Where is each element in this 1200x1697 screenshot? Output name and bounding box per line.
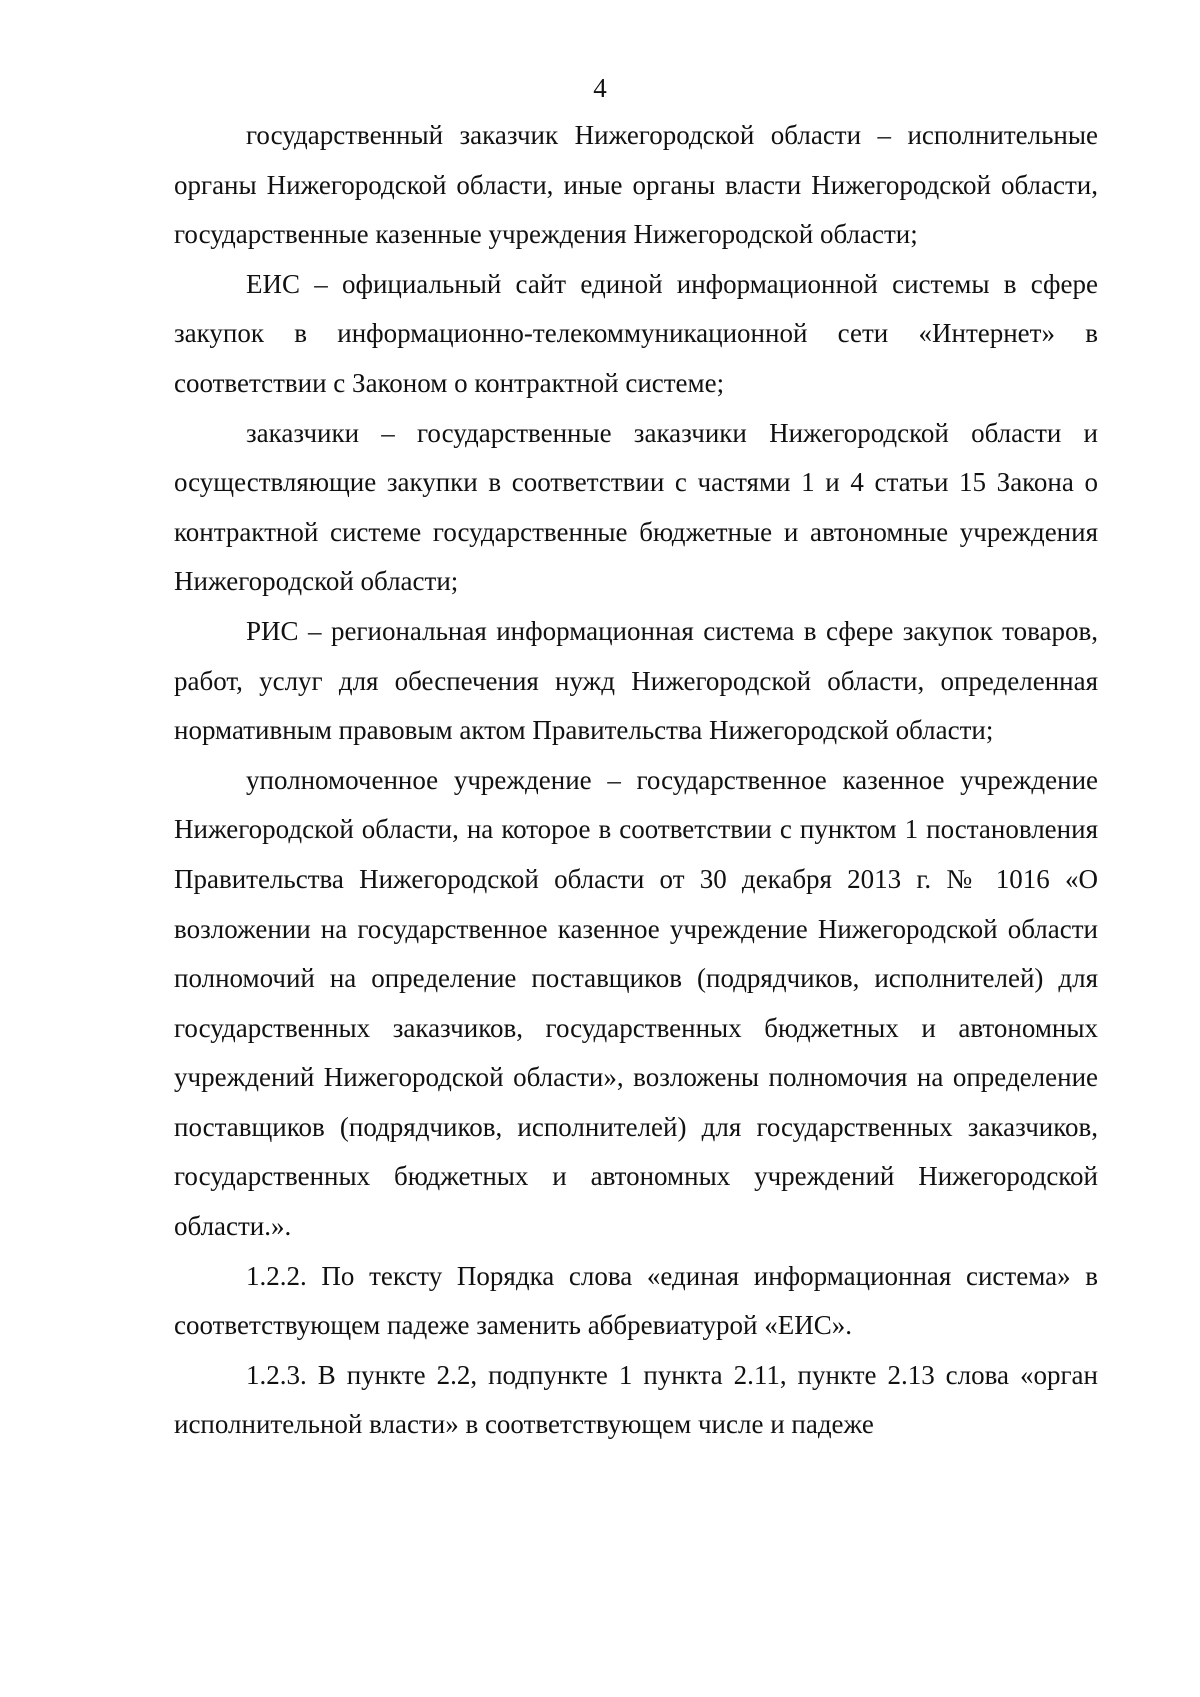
paragraph-eis-definition: ЕИС – официальный сайт единой информационной системы в сфере закупок в информационно-телекоммуникационной сети «Интернет» в соответствии с Законом о контрактной системе; xyxy=(174,268,1098,398)
paragraph-customers-definition: заказчики – государственные заказчики Нижегородской области и осуществляющие закупки в соответствии с частями 1 и 4 статьи 15 Закона о контрактной системе государственные бюджетные и автономные учреждения Нижегородской области; xyxy=(174,417,1098,597)
paragraph-ris-definition: РИС – региональная информационная система в сфере закупок товаров, работ, услуг для обеспечения нужд Нижегородской области, определенная нормативным правовым актом Правительства Нижегородской области; xyxy=(174,615,1098,746)
paragraph-state-customer-definition: государственный заказчик Нижегородской области – исполнительные органы Нижегородской области, иные органы власти Нижегородской области, государственные казенные учреждения Нижегородской области; xyxy=(174,120,1098,250)
paragraph-clause-1-2-2: 1.2.2. По тексту Порядка слова «единая информационная система» в соответствующем падеже заменить аббревиатурой «ЕИС». xyxy=(174,1260,1098,1341)
page-number: 4 xyxy=(593,73,607,103)
paragraph-clause-1-2-3: 1.2.3. В пункте 2.2, подпункте 1 пункта 2.11, пункте 2.13 слова «орган исполнительной власти» в соответствующем числе и падеже xyxy=(174,1359,1098,1440)
document-body xyxy=(174,111,1098,1450)
paragraph-authorized-institution-definition: уполномоченное учреждение – государственное казенное учреждение Нижегородской области, на которое в соответствии с пунктом 1 постановления Правительства Нижегородской области от 30 декабря 2013 г. № 1016 «О возложении на государственное казенное учреждение Нижегородской области полномочий на определение поставщиков (подрядчиков, исполнителей) для государственных заказчиков, государственных бюджетных и автономных учреждений Нижегородской области», возложены полномочия на определение поставщиков (подрядчиков, исполнителей) для государственных заказчиков, государственных бюджетных и автономных учреждений Нижегородской области.». xyxy=(174,764,1098,1242)
